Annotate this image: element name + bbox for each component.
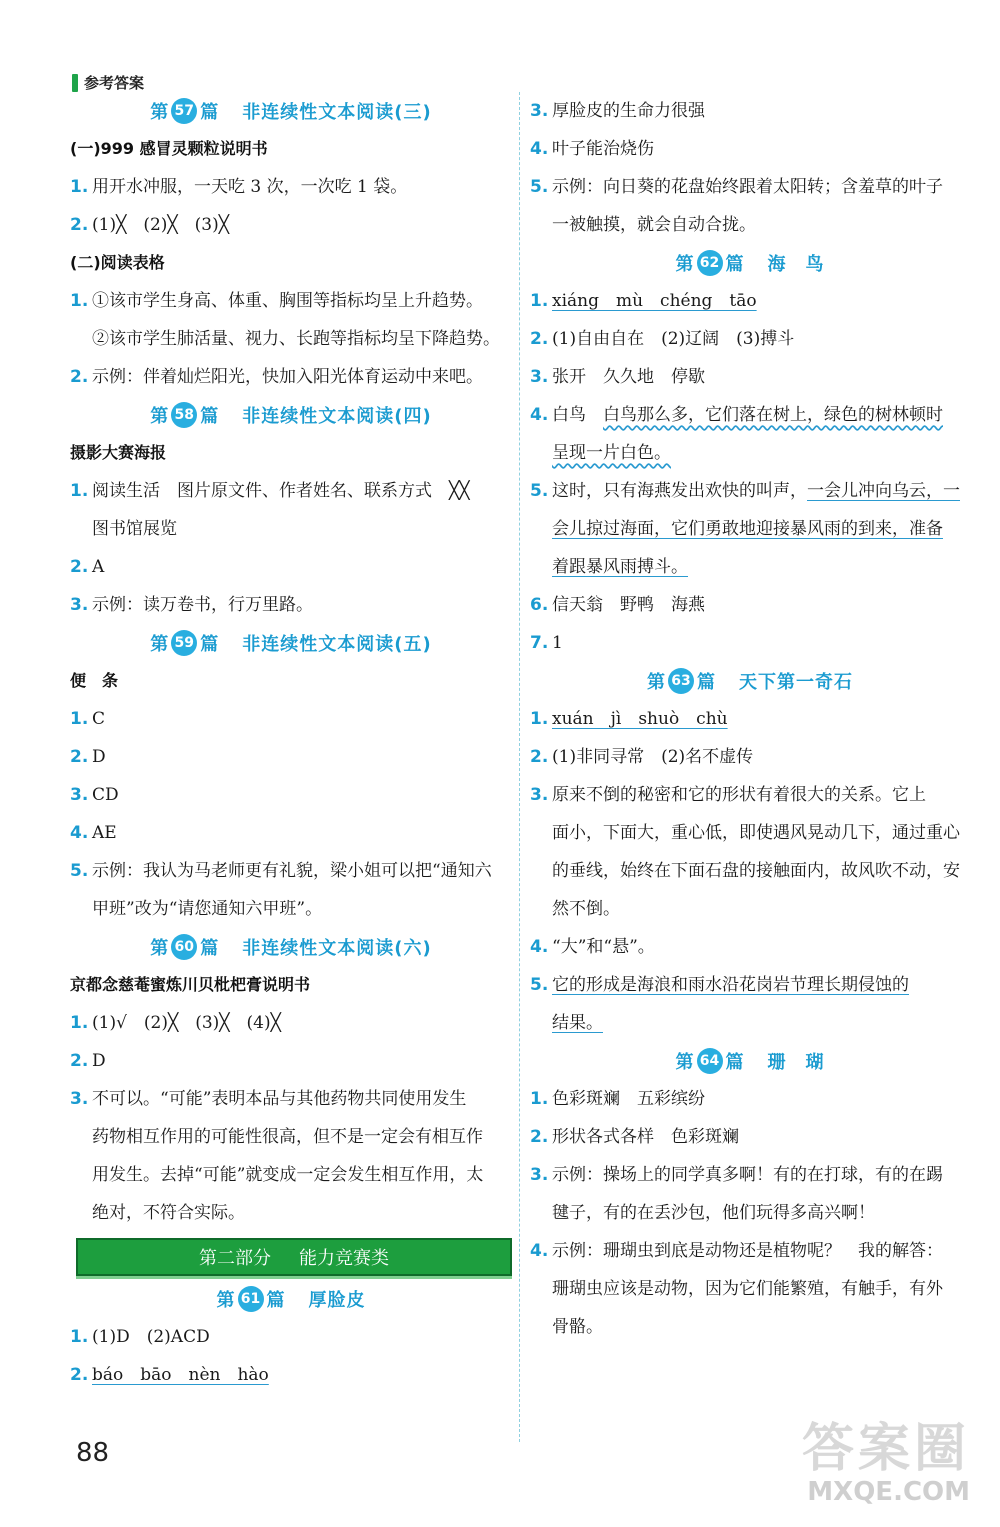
answer-continuation: 药物相互作用的可能性很高，但不是一定会有相互作	[92, 1127, 483, 1147]
underlined-text: 着跟暴风雨搏斗。	[552, 557, 688, 577]
answer-line	[530, 928, 970, 966]
item-number: 2.	[70, 557, 89, 577]
item-number: 2.	[70, 747, 89, 767]
answer-line	[70, 206, 512, 244]
answer-line	[70, 1004, 512, 1042]
section-title-63	[530, 662, 970, 700]
item-number: 2.	[530, 1127, 549, 1147]
section-name: 珊 瑚	[767, 1052, 825, 1073]
answer-continuation	[530, 1004, 970, 1042]
section-prefix: 第	[150, 938, 169, 959]
answer-line	[70, 168, 512, 206]
answer-continuation: 一被触摸，就会自动合拢。	[552, 215, 756, 235]
section-suffix: 篇	[200, 102, 219, 123]
answer-text: (1)╳ (2)╳ (3)╳	[92, 215, 229, 235]
answer-text: D	[92, 747, 106, 767]
answer-text: 信天翁 野鸭 海燕	[552, 595, 705, 615]
section-number-badge: 60	[171, 934, 197, 960]
answer-text: (1)非同寻常 (2)名不虚传	[552, 747, 754, 767]
sub-heading: (一)999 感冒灵颗粒说明书	[70, 139, 268, 158]
section-title-62	[530, 244, 970, 282]
wavy-underlined-text: 呈现一片白色。	[552, 443, 671, 463]
section-name: 厚脸皮	[308, 1290, 366, 1311]
answer-line	[530, 700, 970, 738]
answer-text: 阅读生活 图片原文件、作者姓名、联系方式 ╳╳	[92, 481, 470, 501]
section-prefix: 第	[675, 1052, 694, 1073]
answer-text: D	[92, 1051, 106, 1071]
sub-heading: (二)阅读表格	[70, 253, 165, 272]
item-number: 6.	[530, 595, 549, 615]
answer-line	[70, 1042, 512, 1080]
answer-text: 示例：伴着灿烂阳光，快加入阳光体育运动中来吧。	[92, 367, 483, 387]
section-suffix: 篇	[266, 1290, 285, 1311]
watermark-logo: 答案圈	[801, 1419, 970, 1479]
item-number: 4.	[70, 823, 89, 843]
answer-line	[530, 1080, 970, 1118]
answer-text: CD	[92, 785, 119, 805]
section-number-badge: 61	[238, 1286, 264, 1312]
answer-text: ①该市学生身高、体重、胸围等指标均呈上升趋势。	[92, 291, 483, 311]
answer-line	[530, 396, 970, 434]
section-title-57	[70, 92, 512, 130]
answer-text: 示例：我认为马老师更有礼貌，梁小姐可以把“通知六	[92, 861, 492, 881]
item-number: 2.	[530, 747, 549, 767]
section-name: 非连续性文本阅读(六)	[242, 938, 432, 959]
column-divider	[519, 92, 520, 1442]
answer-text: AE	[92, 823, 117, 843]
section-prefix: 第	[216, 1290, 235, 1311]
item-number: 2.	[70, 1365, 89, 1385]
wavy-underlined-text: 白鸟那么多，它们落在树上，绿色的树林顿时	[603, 405, 943, 425]
answer-continuation: ②该市学生肺活量、视力、长跑等指标均呈下降趋势。	[92, 329, 500, 349]
answer-text: (1)自由自在 (2)辽阔 (3)搏斗	[552, 329, 795, 349]
item-number: 4.	[530, 139, 549, 159]
answer-text: 原来不倒的秘密和它的形状有着很大的关系。它上	[552, 785, 926, 805]
item-number: 3.	[70, 785, 89, 805]
answer-text: C	[92, 709, 106, 729]
answer-text: 厚脸皮的生命力很强	[552, 101, 705, 121]
answer-text: 叶子能治烧伤	[552, 139, 654, 159]
item-number: 5.	[530, 975, 549, 995]
item-number: 3.	[530, 101, 549, 121]
item-number: 1.	[70, 177, 89, 197]
answer-continuation: 毽子，有的在丢沙包，他们玩得多高兴啊！	[552, 1203, 875, 1223]
item-number: 3.	[530, 367, 549, 387]
section-suffix: 篇	[725, 1052, 744, 1073]
section-number-badge: 58	[171, 402, 197, 428]
item-number: 5.	[530, 481, 549, 501]
left-column	[70, 92, 512, 1394]
pinyin-answer: báo bāo nèn hào	[92, 1365, 269, 1385]
tag-bar-icon	[72, 74, 78, 92]
answer-line	[70, 358, 512, 396]
answer-text: A	[92, 557, 105, 577]
answer-text: 示例：操场上的同学真多啊！有的在打球，有的在踢	[552, 1165, 943, 1185]
answer-line	[70, 1356, 512, 1394]
item-number: 7.	[530, 633, 549, 653]
answer-continuation: 的垂线，始终在下面石盘的接触面内，故风吹不动，安	[552, 861, 960, 881]
section-prefix: 第	[150, 634, 169, 655]
item-number: 1.	[530, 291, 549, 311]
item-number: 3.	[70, 595, 89, 615]
answer-line	[530, 738, 970, 776]
answer-continuation	[530, 510, 970, 548]
answer-continuation: 面小，下面大，重心低，即使遇风晃动几下，通过重心	[552, 823, 960, 843]
answer-text: 示例：珊瑚虫到底是动物还是植物呢？ 我的解答：	[552, 1241, 943, 1261]
section-title-59	[70, 624, 512, 662]
item-number: 2.	[70, 215, 89, 235]
answer-text: (1)D (2)ACD	[92, 1327, 210, 1347]
answer-line	[70, 776, 512, 814]
answer-line	[530, 472, 970, 510]
answer-line	[530, 624, 970, 662]
section-prefix: 第	[150, 406, 169, 427]
section-prefix: 第	[150, 102, 169, 123]
answer-line	[70, 548, 512, 586]
answer-text: “大”和“悬”。	[552, 937, 655, 957]
section-name: 非连续性文本阅读(四)	[242, 406, 432, 427]
answer-line	[530, 168, 970, 206]
answer-line	[530, 130, 970, 168]
answer-text: 这时，只有海燕发出欢快的叫声，	[552, 481, 807, 501]
answer-line	[70, 586, 512, 624]
answer-continuation: 骨骼。	[552, 1317, 603, 1337]
part-banner	[76, 1238, 512, 1276]
page-number: 88	[76, 1438, 110, 1468]
section-suffix: 篇	[697, 672, 715, 693]
answer-line	[70, 1318, 512, 1356]
item-number: 1.	[70, 481, 89, 501]
answer-continuation: 甲班”改为“请您通知六甲班”。	[92, 899, 323, 919]
answer-text: (1)√ (2)╳ (3)╳ (4)╳	[92, 1013, 281, 1033]
answer-line	[70, 472, 512, 510]
answer-text: 用开水冲服，一天吃 3 次，一次吃 1 袋。	[92, 177, 408, 197]
answer-continuation: 用发生。去掉“可能”就变成一定会发生相互作用，太	[92, 1165, 484, 1185]
answer-line	[530, 1156, 970, 1194]
header-tag-label: 参考答案	[84, 74, 145, 92]
header-tag	[72, 72, 144, 93]
answer-text: 1	[552, 633, 563, 653]
answer-line	[530, 1232, 970, 1270]
item-number: 2.	[530, 329, 549, 349]
item-number: 5.	[70, 861, 89, 881]
item-number: 3.	[530, 1165, 549, 1185]
section-name: 非连续性文本阅读(三)	[242, 102, 432, 123]
answer-text: 不可以。“可能”表明本品与其他药物共同使用发生	[92, 1089, 467, 1109]
item-number: 3.	[530, 785, 549, 805]
answer-continuation	[530, 434, 970, 472]
answer-line	[530, 320, 970, 358]
section-name: 非连续性文本阅读(五)	[242, 634, 432, 655]
underlined-text: 它的形成是海浪和雨水沿花岗岩节理长期侵蚀的	[552, 975, 909, 995]
item-number: 5.	[530, 177, 549, 197]
item-number: 1.	[70, 709, 89, 729]
banner-title: 能力竞赛类	[299, 1248, 389, 1269]
item-number: 4.	[530, 405, 549, 425]
watermark	[802, 1421, 970, 1507]
answer-line	[530, 586, 970, 624]
section-number-badge: 57	[171, 98, 197, 124]
answer-line	[70, 700, 512, 738]
pinyin-answer: xiáng mù chéng tāo	[552, 291, 757, 311]
sub-heading: 摄影大赛海报	[70, 443, 167, 462]
section-suffix: 篇	[200, 938, 219, 959]
answer-text: 形状各式各样 色彩斑斓	[552, 1127, 739, 1147]
section-name: 海 鸟	[767, 254, 825, 275]
item-number: 2.	[70, 367, 89, 387]
answer-text: 白鸟	[552, 405, 603, 425]
section-suffix: 篇	[200, 634, 219, 655]
answer-line	[70, 814, 512, 852]
item-number: 1.	[70, 1327, 89, 1347]
answer-text: 色彩斑斓 五彩缤纷	[552, 1089, 705, 1109]
answer-continuation: 绝对，不符合实际。	[92, 1203, 245, 1223]
section-title-61	[70, 1280, 512, 1318]
item-number: 4.	[530, 1241, 549, 1261]
section-number-badge: 62	[697, 250, 723, 276]
answer-text: 张开 久久地 停歇	[552, 367, 705, 387]
answer-text: 示例：读万卷书，行万里路。	[92, 595, 313, 615]
section-title-58	[70, 396, 512, 434]
section-prefix: 第	[675, 254, 694, 275]
answer-line	[530, 358, 970, 396]
item-number: 4.	[530, 937, 549, 957]
section-number-badge: 63	[668, 668, 694, 694]
answer-line	[530, 1118, 970, 1156]
underlined-text: 会儿掠过海面，它们勇敢地迎接暴风雨的到来，准备	[552, 519, 943, 539]
watermark-url: MXQE.COM	[807, 1477, 970, 1507]
right-column	[530, 92, 970, 1346]
item-number: 3.	[70, 1089, 89, 1109]
section-name: 天下第一奇石	[739, 672, 853, 693]
item-number: 1.	[530, 1089, 549, 1109]
item-number: 1.	[530, 709, 549, 729]
answer-line	[530, 966, 970, 1004]
section-number-badge: 59	[171, 630, 197, 656]
answer-continuation: 图书馆展览	[92, 519, 177, 539]
answer-line	[530, 776, 970, 814]
underlined-text: 结果。	[552, 1013, 603, 1033]
sub-heading: 便 条	[70, 671, 119, 690]
item-number: 1.	[70, 291, 89, 311]
answer-line	[70, 1080, 512, 1118]
item-number: 2.	[70, 1051, 89, 1071]
answer-line	[70, 852, 512, 890]
answer-line	[530, 92, 970, 130]
section-suffix: 篇	[725, 254, 744, 275]
answer-continuation: 珊瑚虫应该是动物，因为它们能繁殖，有触手，有外	[552, 1279, 943, 1299]
answer-line	[70, 282, 512, 320]
answer-line	[70, 738, 512, 776]
section-number-badge: 64	[697, 1048, 723, 1074]
section-prefix: 第	[647, 672, 665, 693]
item-number: 1.	[70, 1013, 89, 1033]
section-suffix: 篇	[200, 406, 219, 427]
answer-text: 示例：向日葵的花盘始终跟着太阳转；含羞草的叶子	[552, 177, 943, 197]
answer-continuation: 然不倒。	[552, 899, 620, 919]
banner-part: 第二部分	[199, 1248, 271, 1269]
section-title-64	[530, 1042, 970, 1080]
pinyin-answer: xuán jì shuò chù	[552, 709, 728, 729]
underlined-text: 一会儿冲向乌云，一	[807, 481, 960, 501]
section-title-60	[70, 928, 512, 966]
sub-heading: 京都念慈菴蜜炼川贝枇杷膏说明书	[70, 975, 311, 994]
answer-continuation	[530, 548, 970, 586]
answer-line	[530, 282, 970, 320]
